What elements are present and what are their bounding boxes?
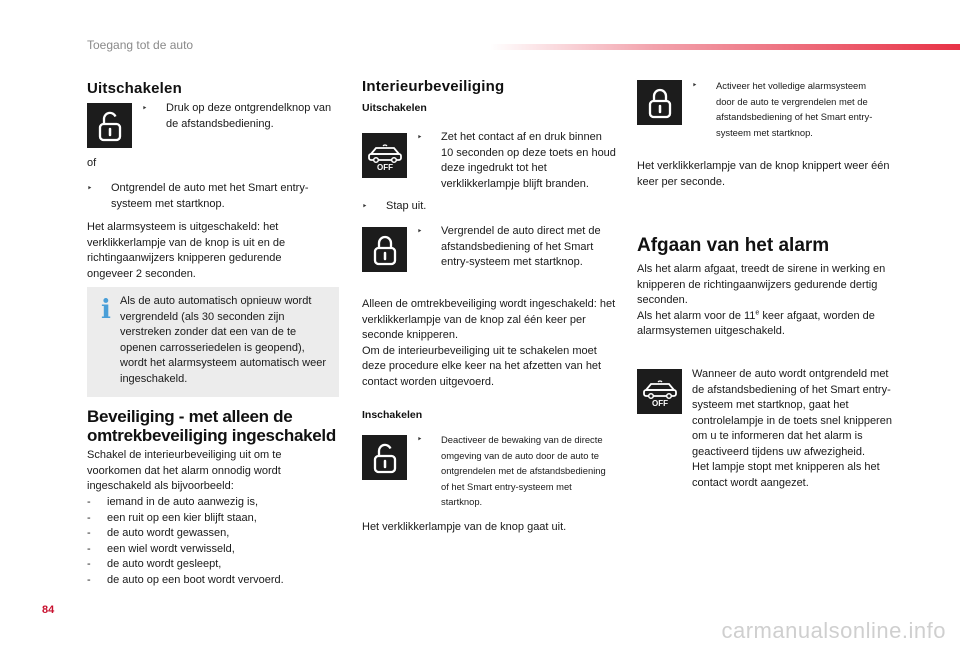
list-item: - de auto wordt gesleept, (87, 558, 222, 570)
list-item: - een wiel wordt verwisseld, (87, 542, 235, 555)
bullet-item (417, 432, 615, 510)
svg-text:OFF: OFF (651, 398, 668, 407)
unlock-icon (87, 103, 132, 148)
bullet-marker: ‣ (417, 226, 423, 236)
bullet-marker: ‣ (87, 183, 93, 193)
list-item: - iemand in de auto aanwezig is, (87, 496, 259, 508)
paragraph: Schakel de interieurbeveiliging uit om te voorkomen dat het alarm onnodig wordt ingeschakeld als bijvoorbeeld: (87, 449, 282, 492)
paragraph-line: Alleen de omtrekbeveiliging wordt ingeschakeld: het verklikkerlampje van de knop zal één keer per seconde knipperen. (362, 298, 616, 341)
heading-line: Beveiliging - met alleen de (87, 407, 293, 426)
paragraph-line: Als het alarm voor de 11e keer afgaat, worden de alarmsystemen uitgeschakeld. (637, 308, 875, 337)
paragraph (362, 297, 620, 390)
bullet-item (362, 199, 602, 215)
bullet-text: Deactiveer de bewaking van de directe omgeving van de auto door de auto te ontgrendelen met de afstandsbediening of het Smart entry-systeem met startknop. (441, 434, 606, 507)
section-title: Toegang tot de auto (87, 38, 194, 52)
bullet-item (417, 224, 617, 271)
bullet-text: Activeer het volledige alarmsysteem door de auto te vergrendelen met de afstandsbediening of het Smart entry-systeem met startknop. (716, 80, 873, 138)
info-icon: i (101, 295, 111, 325)
car-off-icon (637, 369, 682, 414)
paragraph-line: Om de interieurbeveiliging uit te schakelen moet deze procedure elke keer na het afzetten van het contact worden uitgevoerd. (362, 344, 602, 388)
watermark: carmanualsonline.info (721, 618, 946, 643)
bullet-marker: ‣ (417, 434, 423, 444)
heading-interieurbeveiliging: Interieurbeveiliging (362, 78, 505, 95)
info-text: Als de auto automatisch opnieuw wordt vergrendeld (als 30 seconden zijn verstreken zonder dat een van de te openen carrosseriedelen is geopend), wordt het alarmsysteem automatisch weer ingeschakeld. (120, 295, 327, 385)
bullet-item (692, 78, 880, 140)
car-off-icon (362, 133, 407, 178)
bullet-item (417, 130, 617, 192)
paragraph: Het verklikkerlampje van de knop knippert weer één keer per seconde. (637, 160, 890, 188)
heading-afgaan-alarm: Afgaan van het alarm (637, 235, 830, 256)
paragraph (692, 367, 892, 491)
bullet-text: Stap uit. (386, 200, 427, 212)
or-text: of (87, 157, 97, 169)
heading-line: omtrekbeveiliging ingeschakeld (87, 426, 336, 445)
paragraph-line: Het lampje stopt met knipperen als het contact wordt aangezet. (692, 461, 880, 489)
paragraph-line: Als het alarm afgaat, treedt de sirene in werking en knipperen de richtingaanwijzers gedurende dertig seconden. (637, 263, 886, 306)
list-item: - een ruit op een kier blijft staan, (87, 511, 257, 524)
bullet-text: Druk op deze ontgrendelknop van de afstandsbediening. (166, 102, 332, 130)
list-item: - de auto op een boot wordt vervoerd. (87, 573, 284, 586)
heading-uitschakelen: Uitschakelen (87, 80, 182, 97)
paragraph (637, 262, 892, 340)
lock-icon (362, 227, 407, 272)
bullet-text: Vergrendel de auto direct met de afstandsbediening of het Smart entry-systeem met startknop. (441, 225, 601, 268)
paragraph-line: Wanneer de auto wordt ontgrendeld met de afstandsbediening of het Smart entry-systeem met startknop, gaat het controlelampje in de toets snel knipperen om u te informeren dat het alarm is geactiveerd tijdens uw afwezigheid. (692, 368, 892, 458)
bullet-text: Ontgrendel de auto met het Smart entry-systeem met startknop. (111, 182, 309, 210)
info-box (87, 287, 339, 397)
paragraph: Het alarmsysteem is uitgeschakeld: het verklikkerlampje van de knop is uit en de richtingaanwijzers knipperen gedurende ongeveer 2 seconden. (87, 221, 286, 280)
subheading-inschakelen: Inschakelen (362, 409, 423, 421)
page-number: 84 (42, 604, 55, 616)
list-item: - de auto wordt gewassen, (87, 527, 230, 539)
bullet-text: Zet het contact af en druk binnen 10 seconden op deze toets en houd deze ingedrukt tot het verklikkerlampje blijft branden. (441, 131, 616, 190)
subheading-uitschakelen: Uitschakelen (362, 102, 427, 114)
bullet-marker: ‣ (362, 201, 368, 211)
heading-omtrekbeveiliging (87, 407, 347, 445)
svg-text:OFF: OFF (376, 162, 393, 171)
paragraph: Het verklikkerlampje van de knop gaat uit. (362, 521, 567, 533)
bullet-marker: ‣ (142, 103, 148, 113)
dash-list (87, 495, 347, 588)
lock-icon (637, 80, 682, 125)
bullet-item (87, 181, 342, 212)
bullet-item (142, 101, 342, 132)
bullet-marker: ‣ (692, 80, 698, 90)
unlock-icon (362, 435, 407, 480)
header-accent-bar (490, 44, 960, 50)
bullet-marker: ‣ (417, 132, 423, 142)
